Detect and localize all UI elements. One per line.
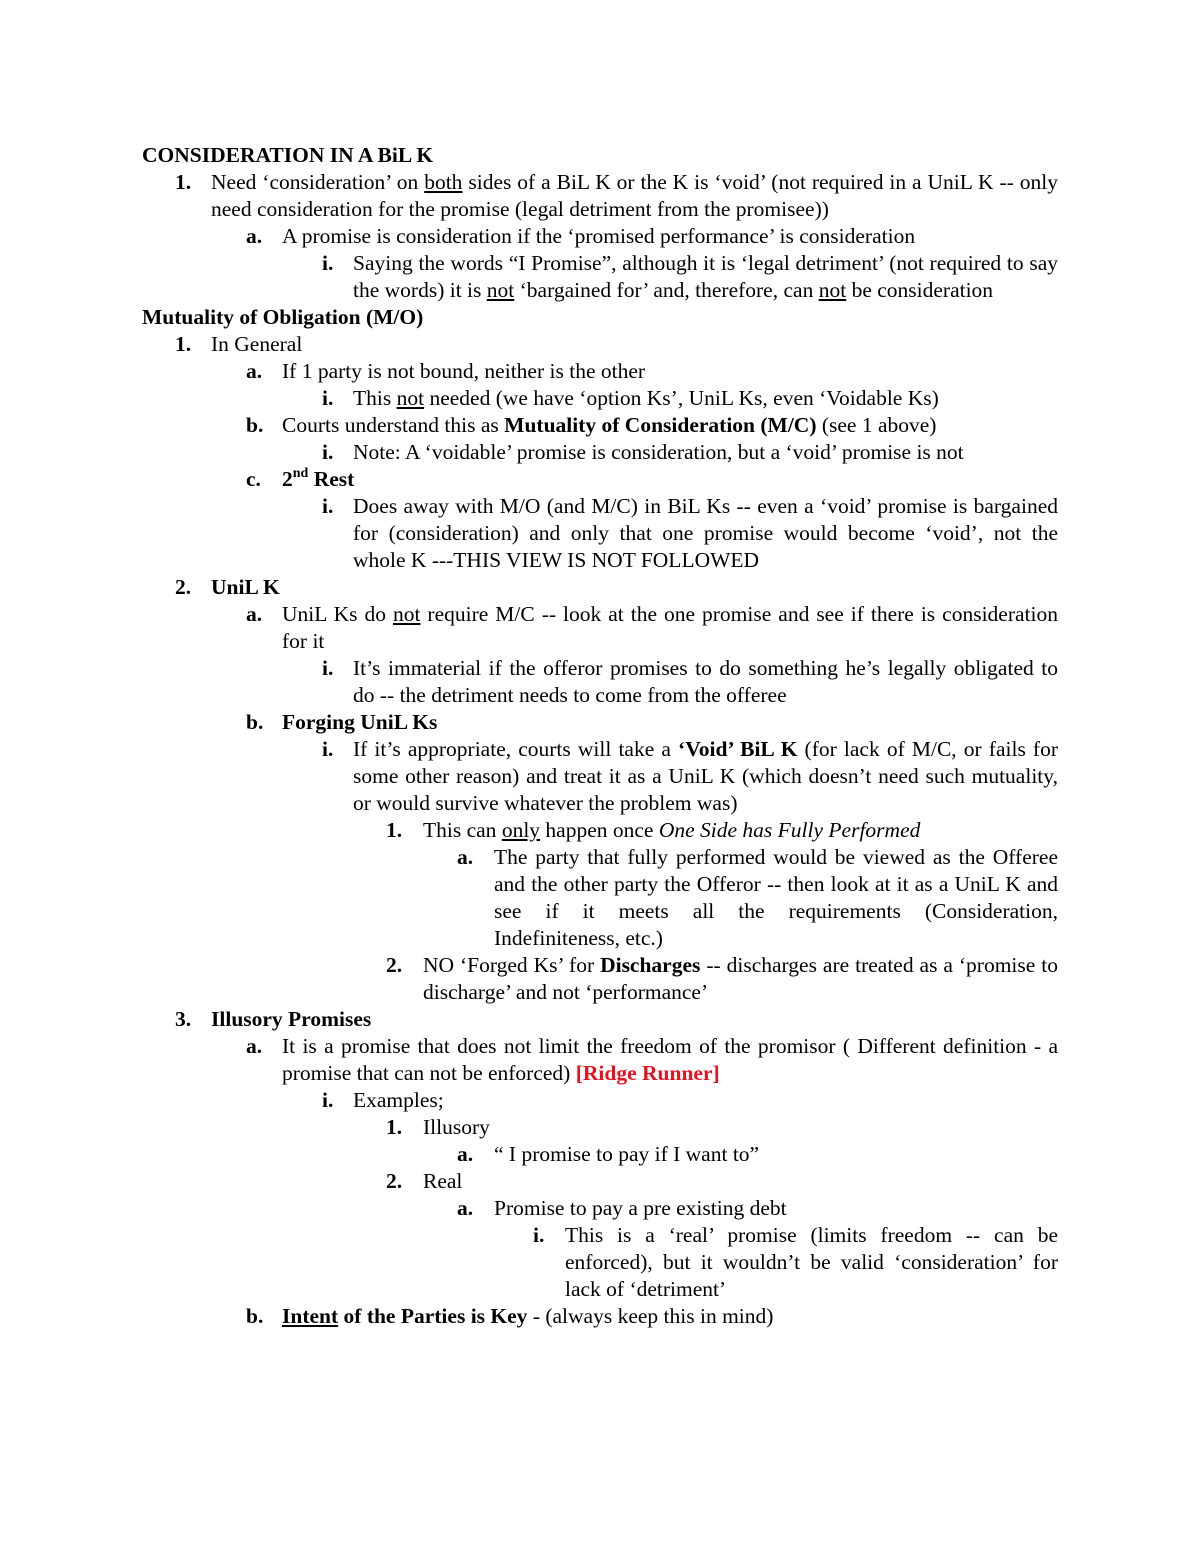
outline-item: i. Does away with M/O (and M/C) in BiL Ks -- even a ‘void’ promise is bargained for (consideration) and only that one promise would become ‘void’, not the whole K ---THIS VIEW IS NOT FOLLOWED [322, 494, 1058, 572]
outline-marker: i. [322, 656, 334, 680]
outline-item: 1. Illusory [386, 1115, 490, 1139]
outline-marker: b. [246, 1304, 264, 1328]
outline-marker: i. [322, 251, 334, 275]
outline-marker: i. [322, 386, 334, 410]
outline-marker: a. [246, 1034, 263, 1058]
outline-number: 2. [386, 953, 403, 977]
outline-item: 1. Need ‘consideration’ on both sides of a BiL K or the K is ‘void’ (not required in a UniL K -- only need consideration for the promise (legal detriment from the promisee)) [175, 170, 1058, 221]
outline-item: a. UniL Ks do not require M/C -- look at the one promise and see if there is consideration for it [246, 602, 1058, 653]
outline-number: 3. [175, 1007, 192, 1031]
outline-item: a. A promise is consideration if the ‘promised performance’ is consideration [246, 224, 916, 248]
outline-marker: a. [457, 1196, 474, 1220]
outline-marker: a. [246, 602, 263, 626]
outline-item: b. Forging UniL Ks [246, 710, 438, 734]
outline-marker: b. [246, 413, 264, 437]
outline-marker: i. [322, 440, 334, 464]
outline-number: 2. [386, 1169, 403, 1193]
outline-item: i. Saying the words “I Promise”, although it is ‘legal detriment’ (not required to say the words) it is not ‘bargained for’ and, therefore, can not be consideration [322, 251, 1058, 302]
heading-text: CONSIDERATION IN A BiL K [142, 143, 434, 167]
case-citation: [Ridge Runner] [575, 1061, 720, 1085]
outline-item: 2. Real [386, 1169, 463, 1193]
outline-marker: a. [457, 1142, 474, 1166]
outline-marker: i. [533, 1223, 545, 1247]
outline-item: 2. NO ‘Forged Ks’ for Discharges -- discharges are treated as a ‘promise to discharge’ and not ‘performance’ [386, 953, 1058, 1004]
outline-item: a. It is a promise that does not limit the freedom of the promisor ( Different definition - a promise that can not be enforced) [Ridge Runner] [246, 1034, 1058, 1085]
outline-item: i. Examples; [322, 1088, 444, 1112]
outline-number: 1. [175, 332, 192, 356]
outline-marker: a. [246, 359, 263, 383]
outline-marker: b. [246, 710, 264, 734]
heading-mutuality [0, 304, 1200, 331]
heading-consideration [0, 142, 1200, 169]
outline-item: a. “ I promise to pay if I want to” [457, 1142, 760, 1166]
heading-text: Mutuality of Obligation (M/O) [142, 305, 424, 329]
outline-number: 1. [175, 170, 192, 194]
outline-item: i. It’s immaterial if the offeror promises to do something he’s legally obligated to do -- the detriment needs to come from the offeree [322, 656, 1058, 707]
outline-item: a. If 1 party is not bound, neither is the other [246, 359, 646, 383]
outline-marker: a. [246, 224, 263, 248]
outline-marker: i. [322, 494, 334, 518]
outline-content [0, 142, 1200, 1330]
outline-number: 2. [175, 575, 192, 599]
outline-item: 1. This can only happen once One Side has Fully Performed [386, 818, 921, 842]
outline-number: 1. [386, 818, 403, 842]
outline-item: 2. UniL K [175, 575, 280, 599]
outline-item: b. Intent of the Parties is Key - (always keep this in mind) [246, 1304, 774, 1328]
outline-item: c. 2nd Rest [246, 466, 355, 491]
outline-item: b. Courts understand this as Mutuality of Consideration (M/C) (see 1 above) [246, 413, 937, 437]
outline-item: a. Promise to pay a pre existing debt [457, 1196, 787, 1220]
outline-item: 1. In General [175, 332, 303, 356]
outline-marker: a. [457, 845, 474, 869]
outline-item: a. The party that fully performed would be viewed as the Offeree and the other party the Offeror -- then look at it as a UniL K and see if it meets all the requirements (Consideration, Indefiniteness, etc.) [457, 845, 1058, 950]
outline-item: i. This is a ‘real’ promise (limits freedom -- can be enforced), but it wouldn’t be valid ‘consideration’ for lack of ‘detriment’ [533, 1223, 1058, 1301]
outline-item: i. If it’s appropriate, courts will take a ‘Void’ BiL K (for lack of M/C, or fails for some other reason) and treat it as a UniL K (which doesn’t need such mutuality, or would survive whatever the problem was) [322, 737, 1059, 815]
outline-item: i. This not needed (we have ‘option Ks’, UniL Ks, even ‘Voidable Ks) [322, 386, 939, 410]
outline-number: 1. [386, 1115, 403, 1139]
outline-marker: i. [322, 737, 334, 761]
outline-item: i. Note: A ‘voidable’ promise is consideration, but a ‘void’ promise is not [322, 440, 964, 464]
outline-marker: i. [322, 1088, 334, 1112]
outline-item: 3. Illusory Promises [175, 1007, 372, 1031]
outline-marker: c. [246, 467, 261, 491]
